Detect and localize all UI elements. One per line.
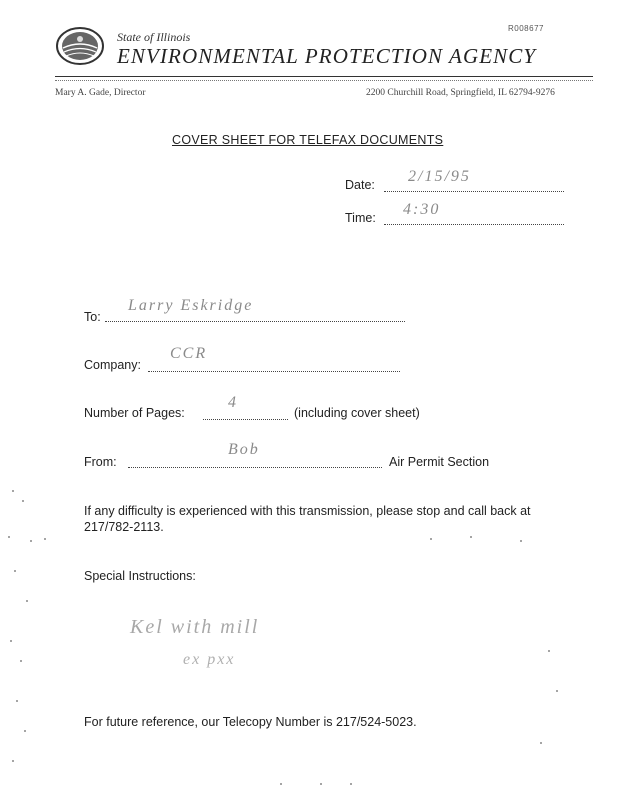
difficulty-notice: If any difficulty is experienced with this transmission, please stop and call back at 217/782-2113. bbox=[84, 504, 531, 534]
state-name: State of Illinois bbox=[117, 30, 191, 44]
to-label: To: bbox=[84, 310, 101, 324]
agency-address: 2200 Churchill Road, Springfield, IL 62794-9276 bbox=[366, 88, 555, 98]
header-dotted-rule bbox=[55, 80, 593, 81]
from-suffix: Air Permit Section bbox=[389, 455, 490, 469]
page-title: COVER SHEET FOR TELEFAX DOCUMENTS bbox=[172, 133, 444, 147]
future-reference-note: For future reference, our Telecopy Number is 217/524-5023. bbox=[84, 715, 417, 729]
time-label: Time: bbox=[345, 211, 376, 225]
to-handwritten: Larry Eskridge bbox=[128, 297, 254, 314]
agency-name: ENVIRONMENTAL PROTECTION AGENCY bbox=[117, 44, 537, 68]
from-label: From: bbox=[84, 455, 117, 469]
pages-handwritten: 4 bbox=[228, 394, 238, 411]
pages-line bbox=[203, 419, 288, 420]
document-id: R008677 bbox=[508, 24, 544, 33]
company-line bbox=[148, 371, 400, 372]
header-rule bbox=[55, 76, 593, 77]
special-instructions-line2: ex pxx bbox=[183, 651, 236, 668]
company-label: Company: bbox=[84, 358, 141, 372]
to-line bbox=[105, 321, 405, 322]
special-instructions-label: Special Instructions: bbox=[84, 569, 196, 583]
pages-label: Number of Pages: bbox=[84, 406, 185, 420]
pages-suffix: (including cover sheet) bbox=[294, 406, 420, 420]
date-handwritten: 2/15/95 bbox=[408, 168, 471, 185]
director-name: Mary A. Gade, Director bbox=[55, 88, 146, 98]
date-label: Date: bbox=[345, 178, 375, 192]
from-handwritten: Bob bbox=[228, 441, 260, 458]
from-line bbox=[128, 467, 382, 468]
time-handwritten: 4:30 bbox=[403, 201, 441, 218]
company-handwritten: CCR bbox=[170, 345, 208, 362]
date-line bbox=[384, 191, 564, 192]
illinois-seal-logo bbox=[55, 26, 105, 66]
time-line bbox=[384, 224, 564, 225]
special-instructions-line1: Kel with mill bbox=[130, 616, 260, 638]
